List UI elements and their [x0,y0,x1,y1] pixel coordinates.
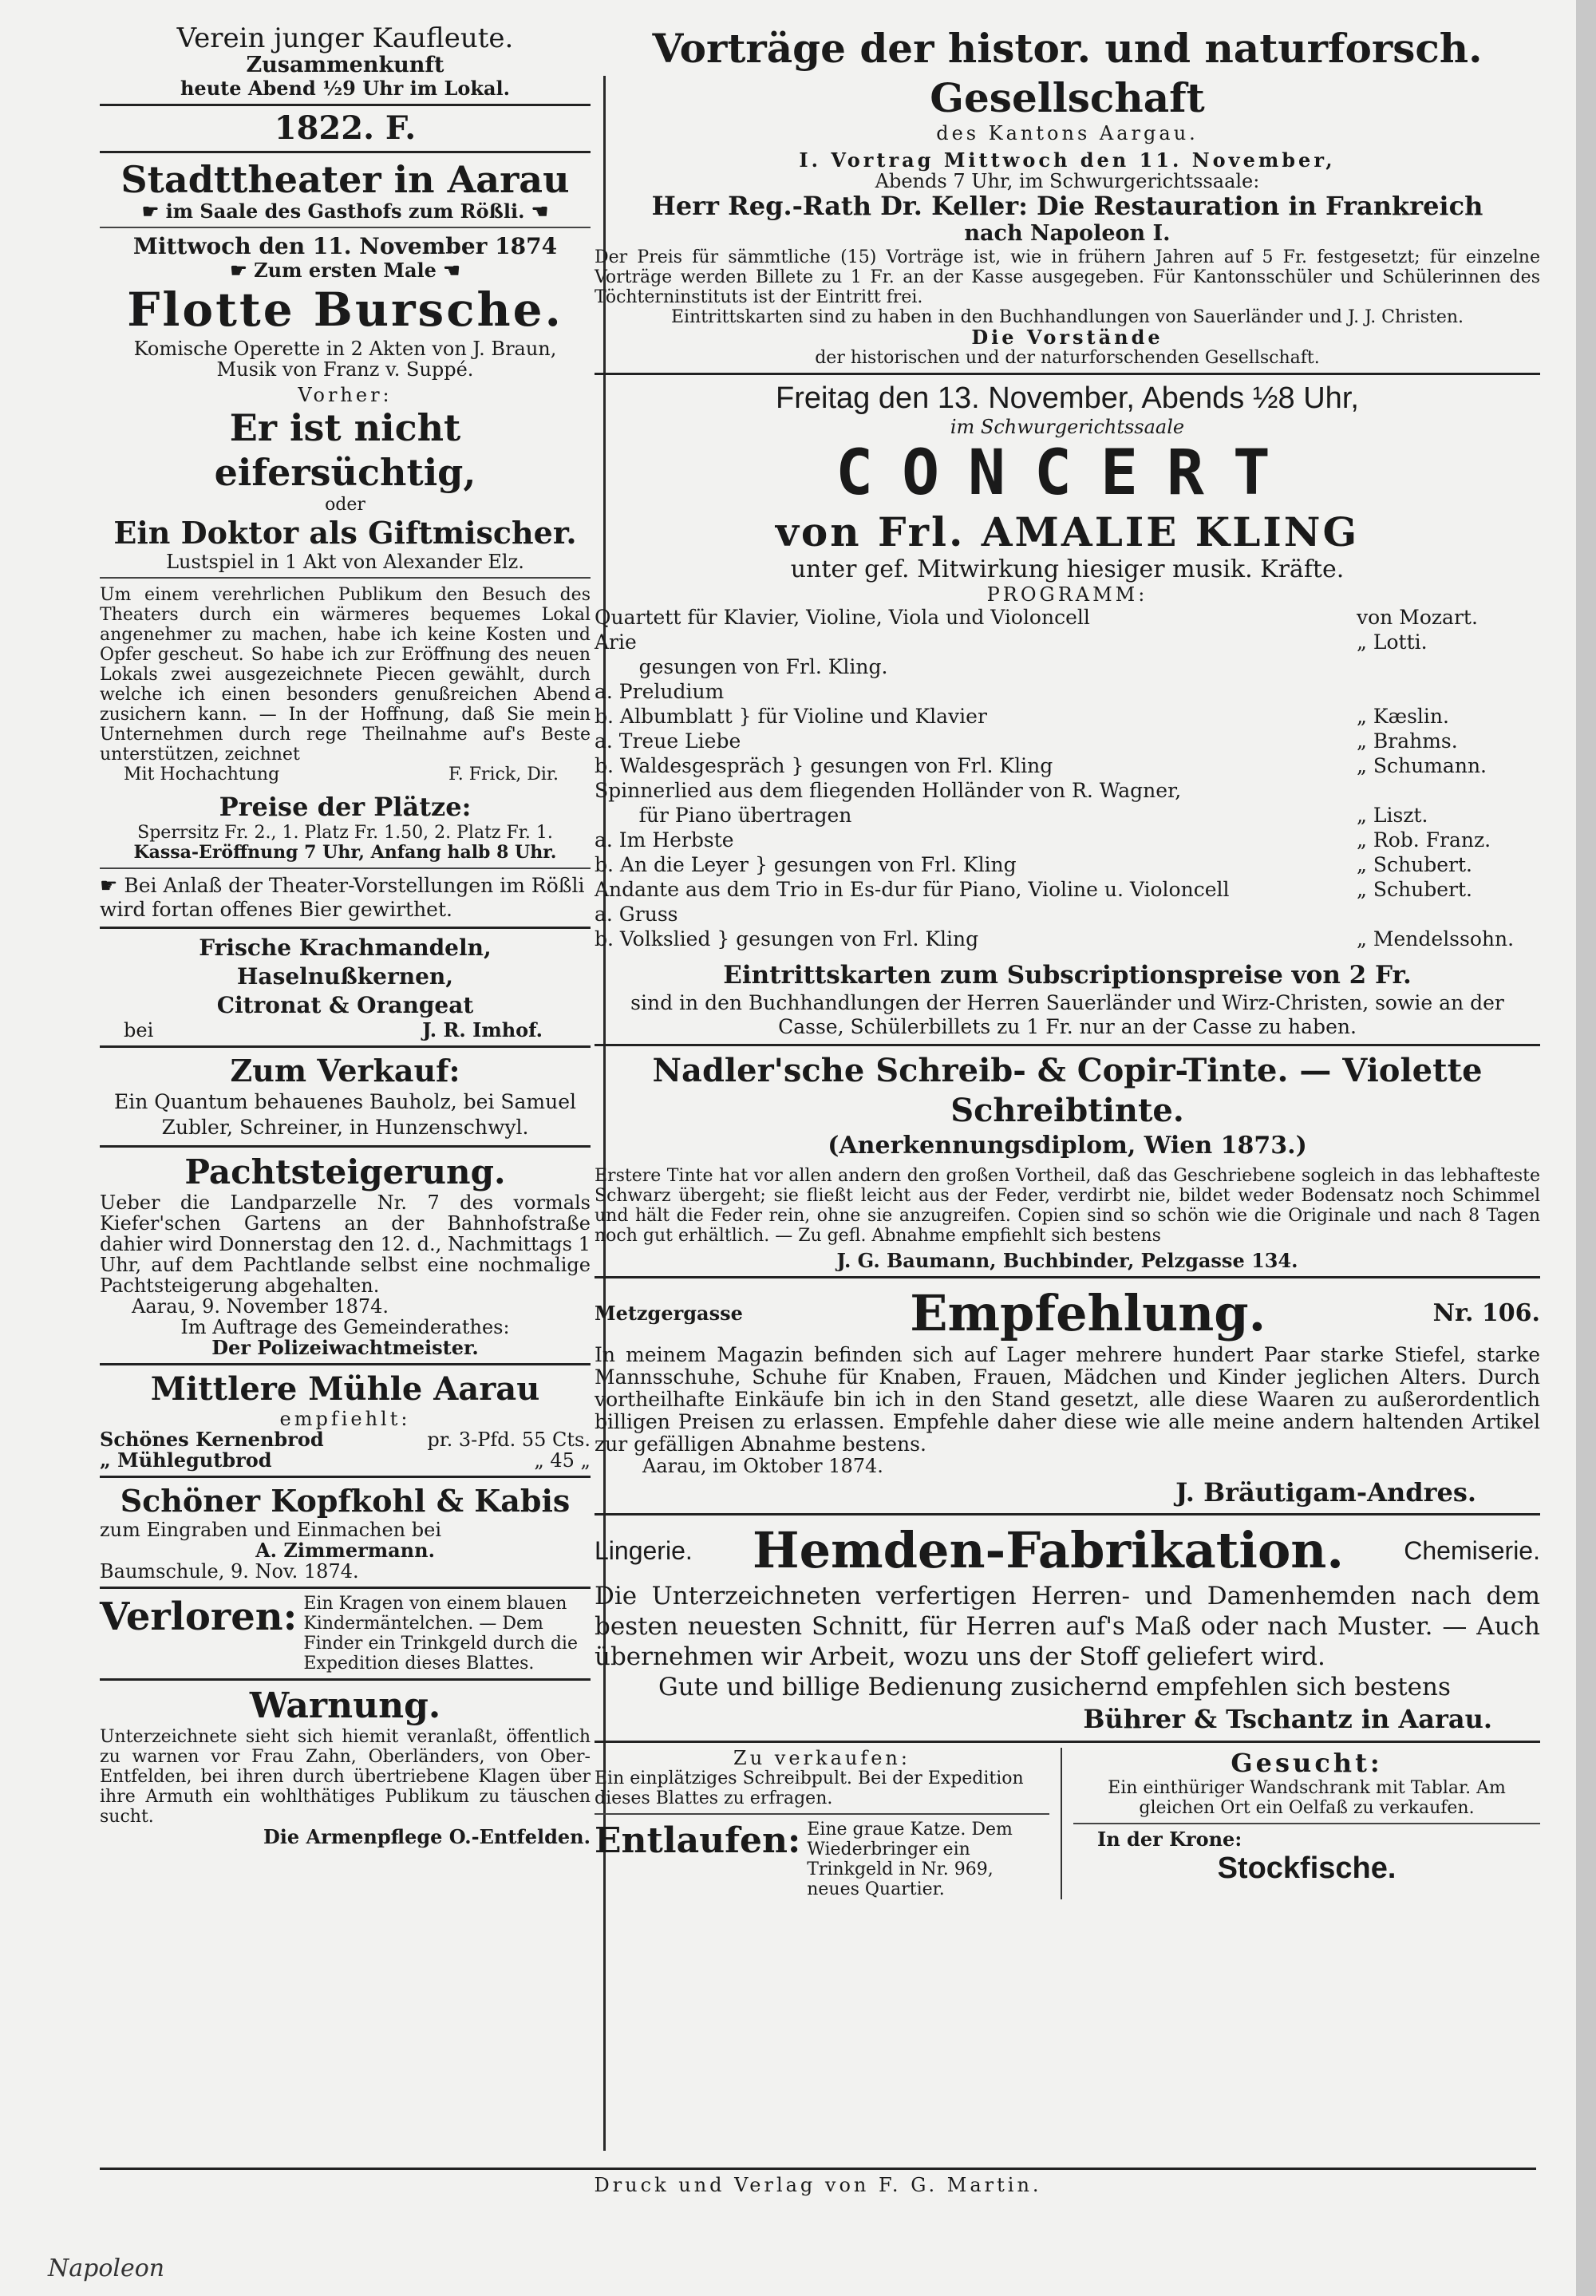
concert-program-table [595,605,1540,951]
entl-title: Entlaufen: [595,1820,801,1861]
divider [100,1678,591,1681]
divider [100,927,591,929]
ad-muehle [100,1370,591,1471]
ges-body: Ein einthüriger Wandschrank mit Tablar. Am gleichen Ort ein Oelfaß zu verkaufen. [1108,1778,1506,1818]
hemden-sign: Bührer & Tschantz in Aarau. [1083,1704,1492,1734]
program-row [595,852,1540,877]
program-composer: „ Schumann. [1357,754,1487,777]
program-row [595,828,1540,852]
program-piece: b. Volkslied } gesungen von Frl. Kling [595,927,979,950]
concert-programm: PROGRAMM: [986,583,1148,606]
ad-verein [100,24,591,99]
empfehlung-header [595,1283,1540,1344]
divider [595,373,1540,375]
concert-title: CONCERT [836,437,1299,509]
theater-title: Stadttheater in Aarau [120,158,570,201]
divider [595,1276,1540,1278]
imhof-line1: Frische Krachmandeln, Haselnußkernen, [199,935,492,990]
concert-subs2: sind in den Buchhandlungen der Herren Sauerländer und Wirz-Christen, sowie an der Casse, Schülerbillets zu 1 Fr. nur an der Casse zu haben. [630,991,1504,1038]
concert-by: von Frl. AMALIE KLING [775,508,1360,555]
left-column [100,24,591,1847]
concert-subs: Eintrittskarten zum Subscriptionspreise von 2 Fr. [723,961,1412,990]
divider [100,1476,591,1478]
program-composer: „ Mendelssohn. [1357,927,1515,950]
verein-sub: Zusammenkunft [246,53,444,77]
entl-body: Eine graue Katze. Dem Wiederbringer ein Trinkgeld in Nr. 969, neues Quartier. [807,1820,1013,1899]
muehle-row-1 [100,1429,591,1450]
ad-pachtsteigerung [100,1152,591,1358]
ad-verkauf [100,1053,591,1140]
program-composer: „ Lotti. [1357,630,1428,654]
divider [100,577,591,579]
warnung-title: Warnung. [249,1685,441,1726]
program-piece: b. An die Leyer } gesungen von Frl. Kling [595,853,1017,876]
theater-venue: ☛ im Saale des Gasthofs zum Rößli. ☚ [141,200,549,223]
pacht-sign: Der Polizeiwachtmeister. [211,1336,479,1359]
play-desc-1: Komische Operette in 2 Akten von J. Braun, [133,338,557,360]
vortraege-title: Vorträge der histor. und naturforsch. Gesellschaft [652,25,1483,121]
program-piece: b. Albumblatt } für Violine und Klavier [595,705,987,728]
hemden-header [595,1520,1540,1581]
program-piece: b. Waldesgespräch } gesungen von Frl. Kling [595,754,1053,777]
sign-right: F. Frick, Dir. [448,765,559,784]
empfehlung-number: Nr. 106. [1432,1299,1540,1327]
program-composer: „ Rob. Franz. [1357,828,1491,852]
divider [595,1741,1540,1743]
warnung-body: Unterzeichnete sieht sich hiemit veranlaßt, öffentlich zu warnen vor Frau Zahn, Oberländers, von Ober-Entfelden, bei ihren durch übertriebene Klagen über ihre Armuth ein wohlthätiges Publikum zu täuschen sucht. [100,1727,591,1827]
hemden-right: Chemiserie. [1404,1535,1540,1565]
program-piece: Arie [595,630,637,654]
kopfkohl-name: A. Zimmermann. [255,1539,435,1562]
verkauf-body: Ein Quantum behauenes Bauholz, bei Samuel Zubler, Schreiner, in Hunzenschwyl. [113,1090,577,1139]
theater-first: ☛ Zum ersten Male ☚ [230,259,460,282]
program-piece: für Piano übertragen [595,804,852,827]
divider [100,1045,591,1048]
stockfische: Stockfische. [1217,1851,1396,1885]
program-piece: Quartett für Klavier, Violine, Viola und Violoncell [595,606,1090,629]
empfehlung-body: In meinem Magazin befinden sich auf Lager mehrere hundert Paar starke Stiefel, starke Mannsschuhe, Schuhe für Knaben, Frauen, Mädchen und Kinder jeglichen Alters. Durch vortheilhafte Einkäufe bin ich in den Stand gesetzt, alle diese Waaren zu außerordentlich billigen Preisen zu erlassen. Empfehle daher diese wie alle meine andern haltenden Artikel zur gefälligen Abnahme bestens. [595,1343,1540,1456]
imprint: Druck und Verlag von F. G. Martin. [594,2174,1042,2196]
divider [100,867,591,869]
program-row [595,753,1540,778]
vortraege-sign1: Die Vorstände [971,326,1163,349]
vortraege-tickets: Eintrittskarten sind zu haben in den Buchhandlungen von Sauerländer und J. J. Christen. [670,307,1464,327]
muehle-row-2 [100,1450,591,1471]
divider [595,1044,1540,1046]
program-row [595,679,1540,704]
program-composer: „ Liszt. [1357,804,1428,827]
empfehlung-left: Metzgergasse [595,1302,743,1325]
program-composer [1357,902,1540,927]
concert-with: unter gef. Mitwirkung hiesiger musik. Kräfte. [790,555,1345,583]
vorher: Vorher: [298,384,393,406]
small-ads [595,1748,1540,1899]
zuverk-title: Zu verkaufen: [733,1747,911,1769]
kopfkohl-date: Baumschule, 9. Nov. 1874. [100,1560,359,1583]
prices-title: Preise der Plätze: [219,792,472,822]
muehle-title: Mittlere Mühle Aarau [150,1370,540,1408]
program-piece: a. Treue Liebe [595,729,741,753]
theater-signature [100,765,591,784]
vortraege-line2: Abends 7 Uhr, im Schwurgerichtssaale: [875,170,1260,192]
empfehlung-date: Aarau, im Oktober 1874. [642,1455,883,1477]
divider [100,1363,591,1365]
vortraege-body: Der Preis für sämmtliche (15) Vorträge ist, wie in frühern Jahren auf 5 Fr. festgesetzt; für einzelne Vorträge werden Billete zu 1 Fr. an der Kasse ausgegeben. Für Kantonsschüler und Schülerinnen des Töchterninstituts ist der Eintritt frei. [595,247,1540,307]
program-composer: „ Schubert. [1357,853,1472,876]
program-composer: „ Brahms. [1357,729,1458,753]
program-piece: a. Preludium [595,680,725,703]
ad-concert [595,380,1540,1039]
program-composer [1357,778,1540,803]
theater-date: Mittwoch den 11. November 1874 [132,233,558,259]
issue-number: 1822. F. [274,109,417,147]
tinte-sub: (Anerkennungsdiplom, Wien 1873.) [828,1132,1307,1160]
vortraege-line4: nach Napoleon I. [964,221,1171,246]
empfehlung-title: Empfehlung. [910,1284,1266,1342]
play2-subtitle: Ein Doktor als Giftmischer. [113,515,577,551]
vortraege-sub: des Kantons Aargau. [936,122,1199,144]
divider [1073,1823,1540,1824]
verloren-title: Verloren: [100,1595,298,1639]
pacht-date: Aarau, 9. November 1874. [132,1295,389,1318]
verein-line: heute Abend ½9 Uhr im Lokal. [180,77,510,100]
entlaufen [595,1820,1049,1899]
small-ads-left [595,1748,1062,1899]
pacht-body: Ueber die Landparzelle Nr. 7 des vormals Kiefer'schen Gartens an der Bahnhofstraße dahier wird Donnerstag den 12. d., Nachmittags 1 Uhr, auf dem Pachtlande selbst eine nochmalige Pachtsteigerung abgehalten. [100,1191,591,1297]
muehle-item-1: Schönes Kernenbrod [100,1428,324,1451]
prices: Sperrsitz Fr. 2., 1. Platz Fr. 1.50, 2. Platz Fr. 1. [137,823,553,843]
divider [100,1145,591,1148]
ad-warnung [100,1685,591,1847]
ad-stadttheater [100,158,591,922]
sign-left: Mit Hochachtung [124,765,280,784]
divider [100,1587,591,1589]
program-row [595,654,1540,679]
ad-tinte [595,1051,1540,1271]
program-row [595,704,1540,729]
muehle-price-2: „ 45 „ [534,1449,591,1472]
ad-kopfkohl [100,1483,591,1582]
kopfkohl-title: Schöner Kopfkohl & Kabis [120,1483,571,1519]
imhof-sign [100,1020,591,1041]
program-composer [1357,654,1540,679]
program-composer: von Mozart. [1357,606,1478,629]
program-piece: a. Gruss [595,903,678,926]
program-composer: „ Schubert. [1357,878,1472,901]
hemden-title: Hemden-Fabrikation. [753,1521,1344,1579]
hemden-body2: Gute und billige Bedienung zusichernd empfehlen sich bestens [658,1673,1451,1701]
tinte-title: Nadler'sche Schreib- & Copir-Tinte. — Violette Schreibtinte. [652,1052,1483,1129]
ad-verloren [100,1594,591,1674]
vortraege-sign2: der historischen und der naturforschenden Gesellschaft. [815,348,1320,368]
program-row [595,630,1540,654]
program-row [595,605,1540,630]
program-piece: a. Im Herbste [595,828,734,852]
tinte-body: Erstere Tinte hat vor allen andern den großen Vortheil, daß das Geschriebene sogleich in das lebhafteste Schwarz übergeht; sie fließt leicht aus der Feder, verdirbt nie, bildet weder Bodensatz noch Schimmel und hält die Feder rein, ohne sie anzugreifen. Copien sind so schön wie die Originale und nach 8 Tagen noch gut erhältlich. — Zu gefl. Abnahme empfiehlt sich bestens [595,1166,1540,1246]
divider [100,151,591,153]
program-row [595,778,1540,803]
tinte-sign: J. G. Baumann, Buchbinder, Pelzgasse 134. [836,1249,1298,1272]
divider [100,2168,1536,2170]
divider [100,227,591,228]
oder: oder [325,495,365,515]
concert-venue: im Schwurgerichtssaale [950,416,1185,438]
program-piece: Andante aus dem Trio in Es-dur für Piano, Violine u. Violoncell [595,878,1230,901]
muehle-price-1: pr. 3-Pfd. 55 Cts. [427,1429,591,1451]
imhof-line2: Citronat & Orangeat [216,992,474,1018]
handwritten-note: Napoleon [48,2255,165,2282]
pacht-title: Pachtsteigerung. [184,1152,506,1191]
hemden-body: Die Unterzeichneten verfertigen Herren- und Damenhemden nach dem besten neuesten Schnitt, für Herren auf's Maß oder nach Muster. — Auch übernehmen wir Arbeit, wozu uns der Stoff geliefert wird. [595,1582,1540,1671]
beer-notice: ☛ Bei Anlaß der Theater-Vorstellungen im Rößli wird fortan offenes Bier gewirthet. [100,874,585,921]
hemden-left: Lingerie. [595,1535,693,1565]
imhof-bei: bei [124,1019,154,1041]
ad-imhof [100,934,591,1041]
program-row [595,729,1540,753]
verkauf-title: Zum Verkauf: [230,1053,460,1089]
verloren-body: Ein Kragen von einem blauen Kindermäntelchen. — Dem Finder ein Trinkgeld durch die Expedition dieses Blattes. [303,1594,578,1674]
program-composer: „ Kæslin. [1357,705,1449,728]
imhof-name: J. R. Imhof. [422,1018,543,1041]
ad-vortraege [595,24,1540,368]
opening: Kassa-Eröffnung 7 Uhr, Anfang halb 8 Uhr. [133,842,557,863]
verein-title: Verein junger Kaufleute. [176,22,514,54]
muehle-item-2: „ Mühlegutbrod [100,1448,272,1472]
program-row [595,877,1540,902]
play2-title: Er ist nicht eifersüchtig, [214,406,476,494]
program-row [595,927,1540,951]
right-column [595,24,1540,1899]
muehle-sub: empfiehlt: [279,1408,411,1430]
scan-edge [1576,0,1596,2296]
theater-notice: Um einem verehrlichen Publikum den Besuch des Theaters durch ein wärmeres bequemes Lokal angenehmer zu machen, habe ich keine Kosten und Opfer gescheut. So habe ich zur Eröffnung des neuen Lokals zwei ausgezeichnete Piecen gewählt, durch welche ich einen besonders genußreichen Abend zusichern kann. — In der Hoffnung, daß Sie mein Unternehmen durch rege Theilnahme auf's Beste unterstützen, zeichnet [100,585,591,765]
play-title: Flotte Bursche. [127,283,563,337]
pacht-auftrag: Im Auftrage des Gemeinderathes: [180,1316,510,1338]
ad-hemden [595,1520,1540,1736]
krone: In der Krone: [1097,1828,1242,1851]
divider [595,1813,1049,1815]
vortraege-line1: I. Vortrag Mittwoch den 11. November, [799,148,1336,172]
kopfkohl-line: zum Eingraben und Einmachen bei [100,1519,441,1541]
ges-title: Gesucht: [1231,1748,1383,1778]
play-desc-2: Musik von Franz v. Suppé. [216,358,474,381]
vortraege-line3: Herr Reg.-Rath Dr. Keller: Die Restauration in Frankreich [651,191,1483,221]
program-row [595,902,1540,927]
zuverk-body: Ein einplätziges Schreibpult. Bei der Expedition dieses Blattes zu erfragen. [595,1768,1024,1808]
program-piece: gesungen von Frl. Kling. [595,655,888,678]
divider [100,104,591,106]
play2-desc: Lustspiel in 1 Akt von Alexander Elz. [166,551,524,573]
program-row [595,803,1540,828]
footer [100,2163,1536,2195]
ad-empfehlung [595,1283,1540,1508]
concert-date: Freitag den 13. November, Abends ½8 Uhr, [776,381,1359,415]
program-piece: Spinnerlied aus dem fliegenden Holländer von R. Wagner, [595,779,1182,802]
divider [595,1513,1540,1516]
empfehlung-sign: J. Bräutigam-Andres. [1175,1477,1476,1508]
program-composer [1357,679,1540,704]
small-ads-right [1062,1748,1540,1899]
warnung-sign: Die Armenpflege O.-Entfelden. [263,1825,591,1848]
